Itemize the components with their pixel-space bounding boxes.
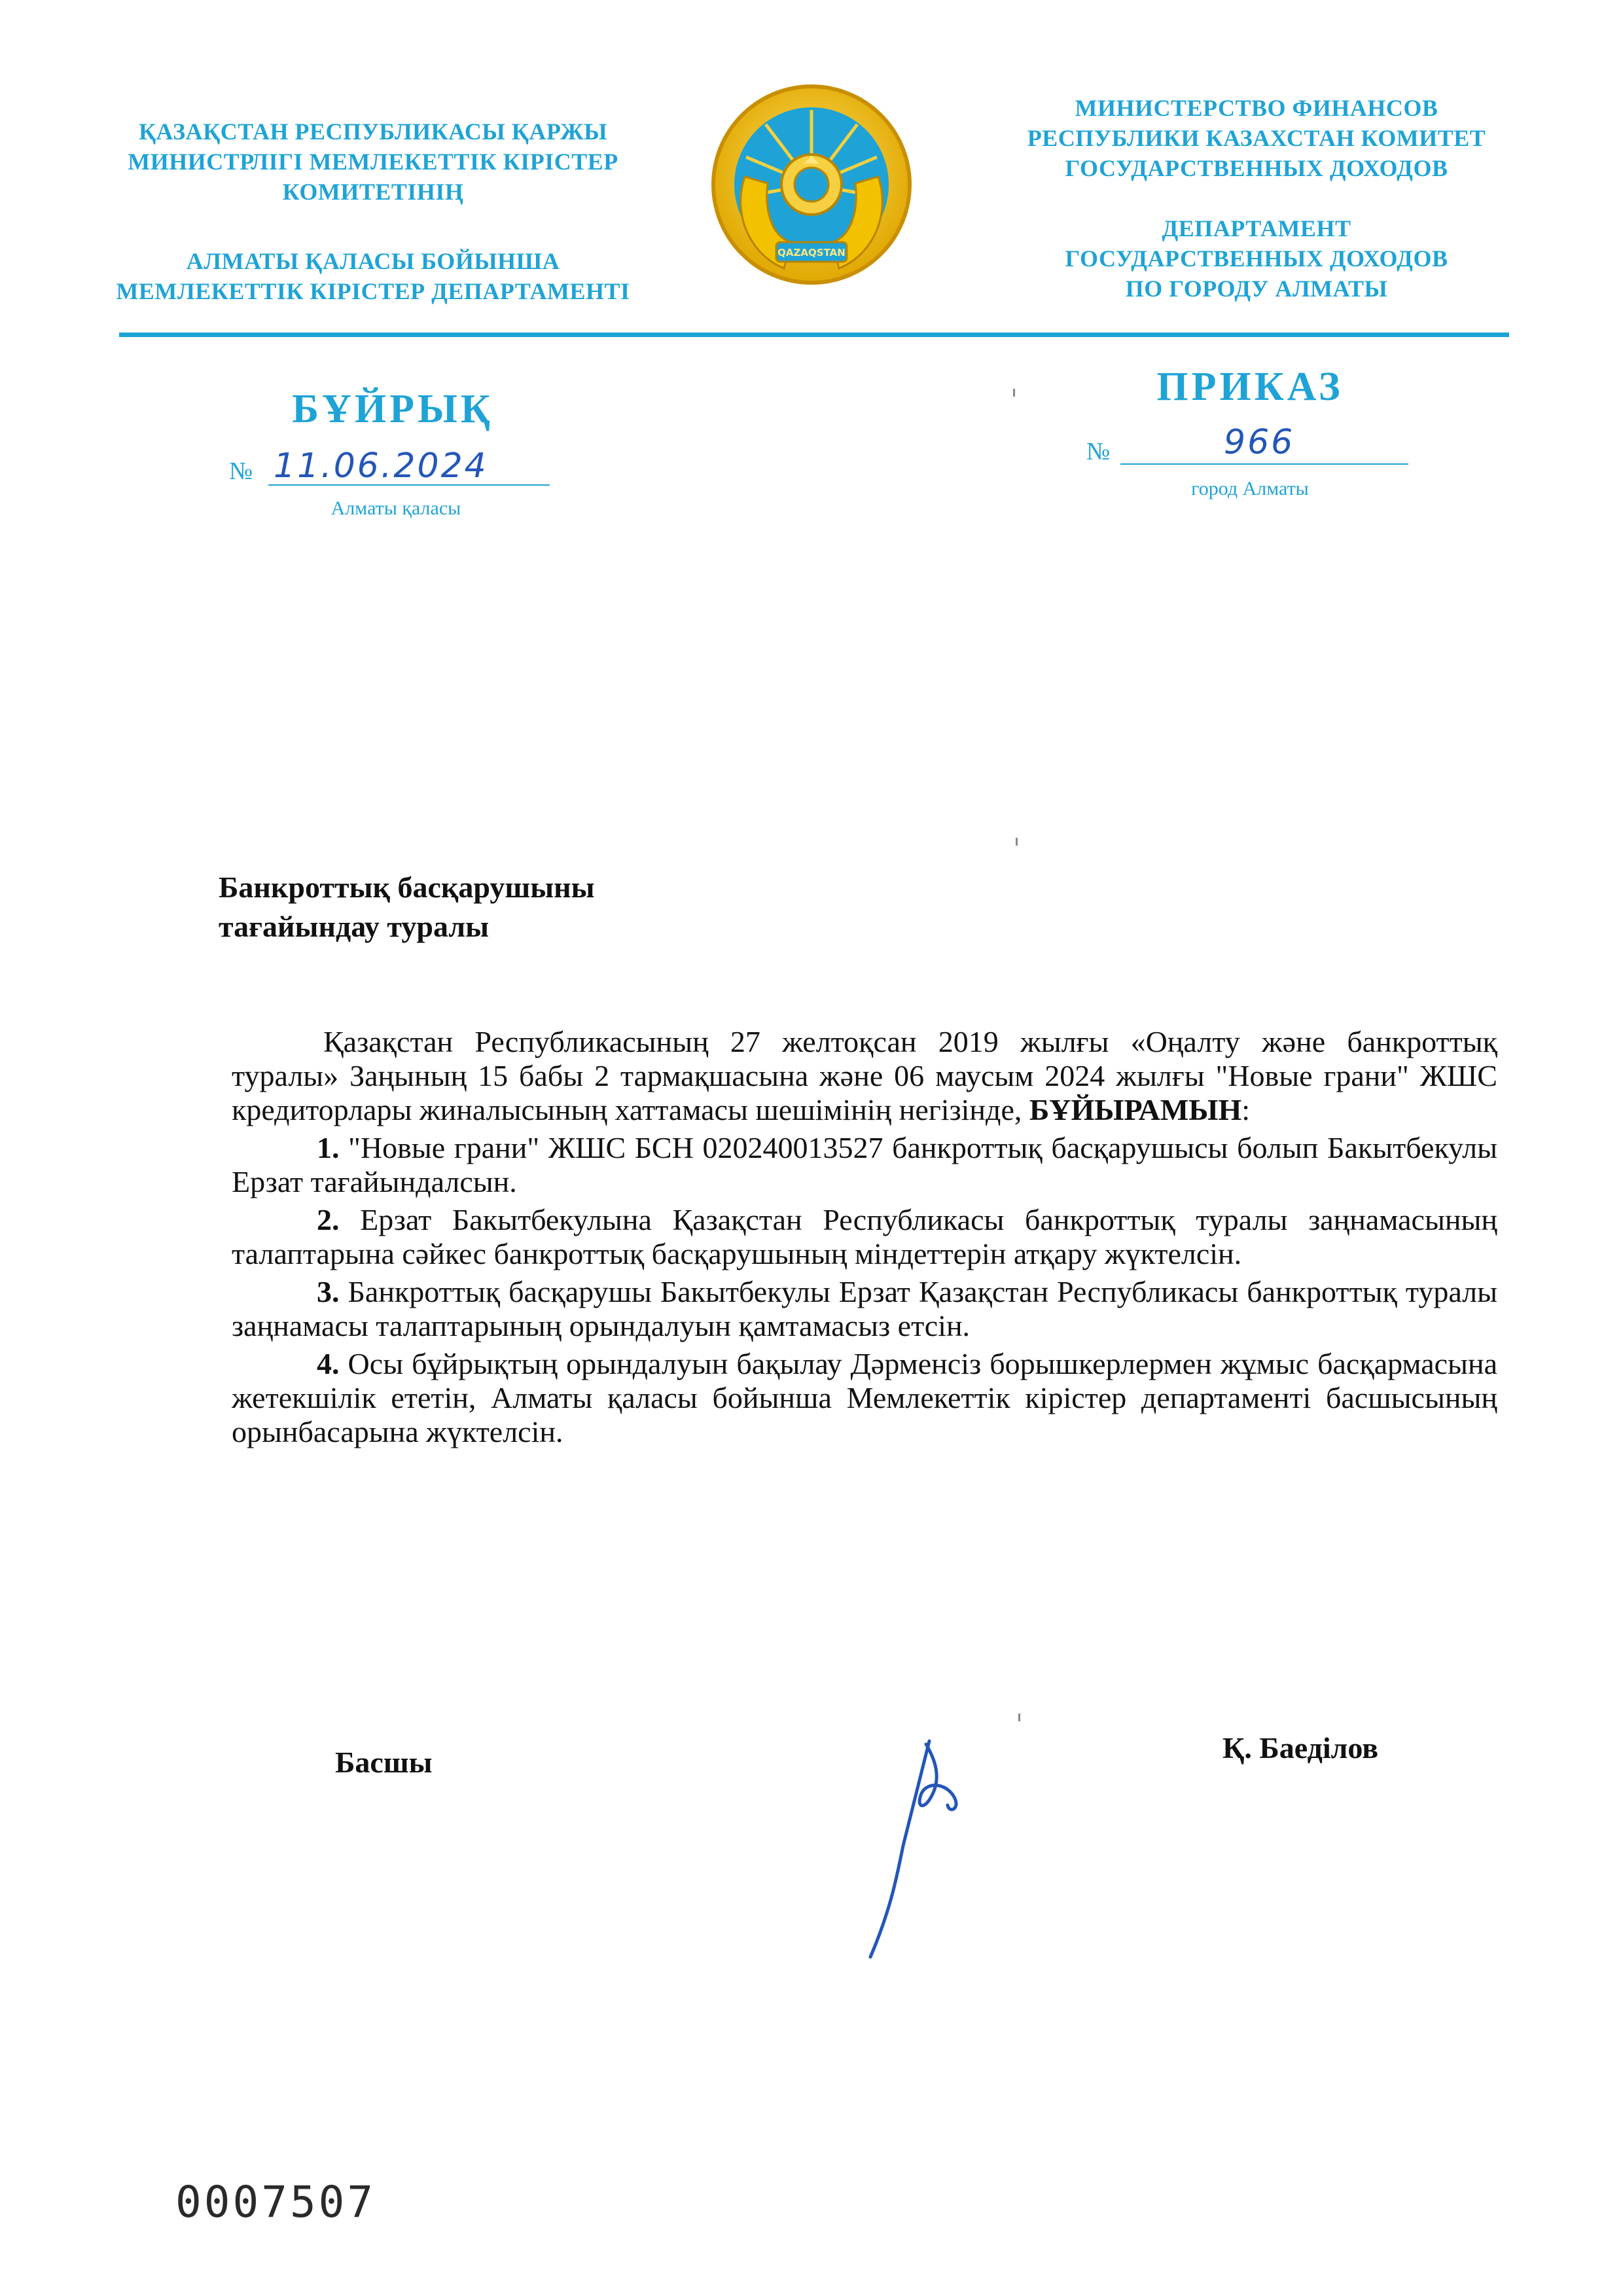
item-text: "Новые грани" ЖШС БСН 020240013527 банкроттық басқарушысы болып Бакытбекулы Ерзат тағайындалсын. — [232, 1131, 1497, 1198]
order-verb: БҰЙЫРАМЫН — [1029, 1093, 1242, 1126]
scan-speck — [1018, 1713, 1020, 1721]
header-ru-ministry — [975, 93, 1538, 183]
header-kz-department — [92, 246, 654, 306]
header-kz-department-line: МЕМЛЕКЕТТІК КІРІСТЕР ДЕПАРТАМЕНТІ — [116, 278, 630, 304]
place-kz: Алматы қаласы — [330, 497, 461, 519]
header-ru-ministry-line: ГОСУДАРСТВЕННЫХ ДОХОДОВ — [1065, 155, 1448, 181]
item-number: 2. — [317, 1203, 340, 1236]
item-text: Осы бұйрықтың орындалуын бақылау Дәрменсіз борышкерлермен жұмыс басқармасына жетекшілік ететін, Алматы қаласы бойынша Мемлекеттік кірістер департаменті басшысының орынбасарына жүктелсін. — [232, 1347, 1497, 1448]
item-number: 3. — [317, 1275, 340, 1308]
order-item — [232, 1203, 1497, 1271]
serial-number: 0007507 — [175, 2177, 376, 2227]
item-text: Банкроттық басқарушы Бакытбекулы Ерзат Қазақстан Республикасы банкроттық туралы заңнамасы талаптарының орындалуын қамтамасыз етсін. — [232, 1275, 1497, 1342]
order-title-ru: ПРИКАЗ — [1156, 365, 1344, 409]
header-ru-department-line: ДЕПАРТАМЕНТ — [1162, 215, 1351, 242]
header-ru-ministry-line: МИНИСТЕРСТВО ФИНАНСОВ — [1075, 95, 1438, 121]
header-ru-department-line: ПО ГОРОДУ АЛМАТЫ — [1125, 276, 1388, 302]
emblem-banner-text: QAZAQSTAN — [777, 247, 846, 259]
intro-paragraph — [232, 1025, 1497, 1127]
order-body — [232, 1025, 1497, 1453]
number-sign-ru: № — [1086, 438, 1111, 465]
header-kz-ministry-line: МИНИСТРЛІГІ МЕМЛЕКЕТТІК КІРІСТЕР — [128, 149, 618, 175]
handwritten-order-number: 966 — [1224, 423, 1295, 462]
item-number: 1. — [317, 1131, 340, 1164]
scan-speck — [1013, 389, 1015, 397]
item-text: Ерзат Бакытбекулына Қазақстан Республикасы банкроттық туралы заңнамасының талаптарына сәйкес банкроттық басқарушының міндеттерін атқару жүктелсін. — [232, 1203, 1497, 1270]
header-kz-department-line: АЛМАТЫ ҚАЛАСЫ БОЙЫНША — [186, 248, 560, 274]
number-underline — [1120, 463, 1408, 465]
handwritten-date: 11.06.2024 — [274, 446, 488, 486]
state-emblem-icon — [705, 79, 918, 298]
signer-title: Басшы — [335, 1746, 433, 1779]
place-ru: город Алматы — [1191, 478, 1309, 499]
item-number: 4. — [317, 1347, 340, 1380]
signer-name: Қ. Баеділов — [1222, 1731, 1379, 1765]
order-item — [232, 1131, 1497, 1199]
header-kz-ministry — [92, 117, 654, 207]
order-item — [232, 1275, 1497, 1343]
handwritten-signature-icon — [851, 1715, 982, 1964]
header-kz-ministry-line: КОМИТЕТІНІҢ — [282, 179, 464, 205]
intro-text: Қазақстан Республикасының 27 желтоқсан 2019 жылғы «Оңалту және банкроттық туралы» Заңының 15 бабы 2 тармақшасына және 06 маусым 2024 жылғы "Новые грани" ЖШС кредиторлары жиналысының хаттамасы шешімінің негізінде, — [232, 1025, 1497, 1126]
subject-line: тағайындау туралы — [219, 910, 490, 943]
header-kz-ministry-line: ҚАЗАҚСТАН РЕСПУБЛИКАСЫ ҚАРЖЫ — [138, 118, 608, 145]
scan-speck — [1016, 838, 1018, 846]
subject-line: Банкроттық басқарушыны — [219, 870, 595, 904]
order-title-kz: БҰЙРЫҚ — [292, 387, 493, 431]
order-item — [232, 1347, 1497, 1449]
header-ru-department-line: ГОСУДАРСТВЕННЫХ ДОХОДОВ — [1065, 245, 1448, 272]
header-divider — [119, 332, 1509, 337]
header-ru-ministry-line: РЕСПУБЛИКИ КАЗАХСТАН КОМИТЕТ — [1027, 125, 1486, 151]
order-subject — [219, 868, 595, 946]
header-ru-department — [975, 213, 1538, 304]
number-sign-kz: № — [229, 457, 253, 485]
intro-colon: : — [1241, 1093, 1251, 1126]
